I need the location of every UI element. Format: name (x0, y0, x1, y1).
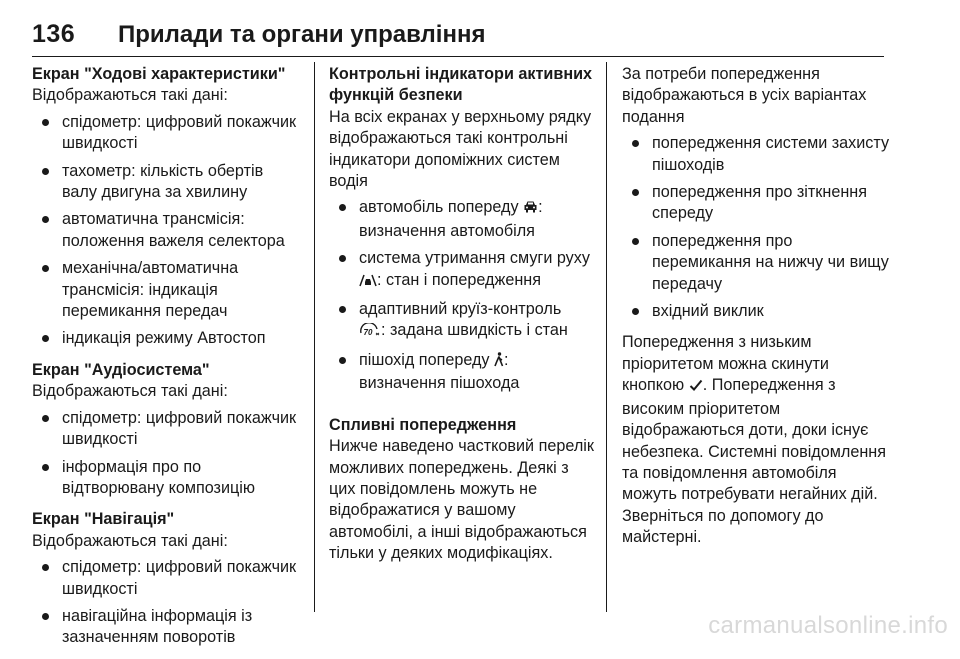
page-header (32, 16, 884, 57)
pedestrian-icon (494, 352, 504, 373)
list-item (329, 197, 597, 242)
list-item: індикація режиму Автостоп (32, 328, 300, 349)
list-driving (32, 112, 300, 350)
list-item: вхідний виклик (622, 301, 890, 322)
list-item (329, 350, 597, 395)
item-text: : стан і попередження (377, 270, 541, 289)
item-text: система утримання смуги руху (359, 249, 590, 268)
list-item: тахометр: кількість обертів валу двигуна за хвилину (32, 161, 300, 204)
column-1 (32, 64, 300, 659)
list-item: попередження про зіткнення спереду (622, 182, 890, 225)
section-body-indicators: На всіх екранах у верхньому рядку відображаються такі контрольні індикатори допоміжних систем водія (329, 107, 592, 191)
list-item (329, 299, 597, 344)
list-item: механічна/автоматична трансмісія: індикація перемикання передач (32, 258, 300, 322)
body-text: . Попередження з високим пріоритетом відображаються доти, доки існує небезпека. Системні повідомлення та повідомлення автомобіля можуть потребувати негайних дій. Зверніться по допомогу до майстерні. (622, 376, 886, 547)
column-3 (622, 64, 890, 549)
list-item: попередження про перемикання на нижчу чи вищу передачу (622, 231, 890, 295)
column-divider (314, 62, 315, 612)
section-intro-audio: Відображаються такі дані: (32, 382, 228, 401)
section-title-indicators: Контрольні індикатори активних функцій безпеки (329, 65, 593, 105)
item-text: : визначення автомобіля (359, 198, 543, 240)
watermark: carmanualsonline.info (708, 612, 948, 639)
list-item: спідометр: цифровий покажчик швидкості (32, 557, 300, 600)
list-item: інформація про по відтворювану композицію (32, 457, 300, 500)
checkmark-icon (689, 377, 703, 398)
list-warnings (622, 133, 890, 322)
warnings-intro: За потреби попередження відображаються в усіх варіантах подання (622, 65, 867, 126)
list-item: автоматична трансмісія: положення важеля селектора (32, 209, 300, 252)
item-text: адаптивний круїз-контроль (359, 300, 562, 319)
section-title-driving: Екран "Ходові характеристики" (32, 65, 286, 83)
svg-text:70: 70 (363, 328, 373, 338)
warnings-body (622, 332, 890, 548)
body-text: Попередження з низьким пріоритетом можна скинути кнопкою (622, 333, 829, 395)
list-indicators (329, 197, 597, 394)
section-title-audio: Екран "Аудіосистема" (32, 360, 210, 379)
list-navigation (32, 557, 300, 649)
lane-keep-icon (359, 272, 377, 293)
section-title-navigation: Екран "Навігація" (32, 510, 175, 529)
list-item (329, 248, 597, 293)
section-intro-driving: Відображаються такі дані: (32, 86, 228, 105)
adaptive-cruise-icon (359, 322, 381, 343)
section-intro-navigation: Відображаються такі дані: (32, 531, 228, 550)
column-2 (329, 64, 597, 565)
list-item: спідометр: цифровий покажчик швидкості (32, 408, 300, 451)
column-divider (606, 62, 607, 612)
item-text: пішохід попереду (359, 350, 495, 369)
item-text: : визначення пішохода (359, 350, 520, 393)
list-item: попередження системи захисту пішоходів (622, 133, 890, 176)
section-title-popups: Спливні попередження (329, 415, 517, 434)
chapter-title: Прилади та органи управління (118, 21, 486, 48)
car-ahead-icon (523, 199, 538, 220)
list-item: навігаційна інформація із зазначенням поворотів (32, 606, 300, 649)
list-audio (32, 408, 300, 500)
page-number: 136 (32, 20, 76, 48)
item-text: автомобіль попереду (359, 198, 524, 217)
list-item: спідометр: цифровий покажчик швидкості (32, 112, 300, 155)
section-body-popups: Нижче наведено частковий перелік можливих попереджень. Деякі з цих повідомлень можуть не відображатися у вашому автомобілі, а інші відображаються тільки у деяких модифікаціях. (329, 437, 594, 563)
item-text: : задана швидкість і стан (381, 321, 568, 340)
